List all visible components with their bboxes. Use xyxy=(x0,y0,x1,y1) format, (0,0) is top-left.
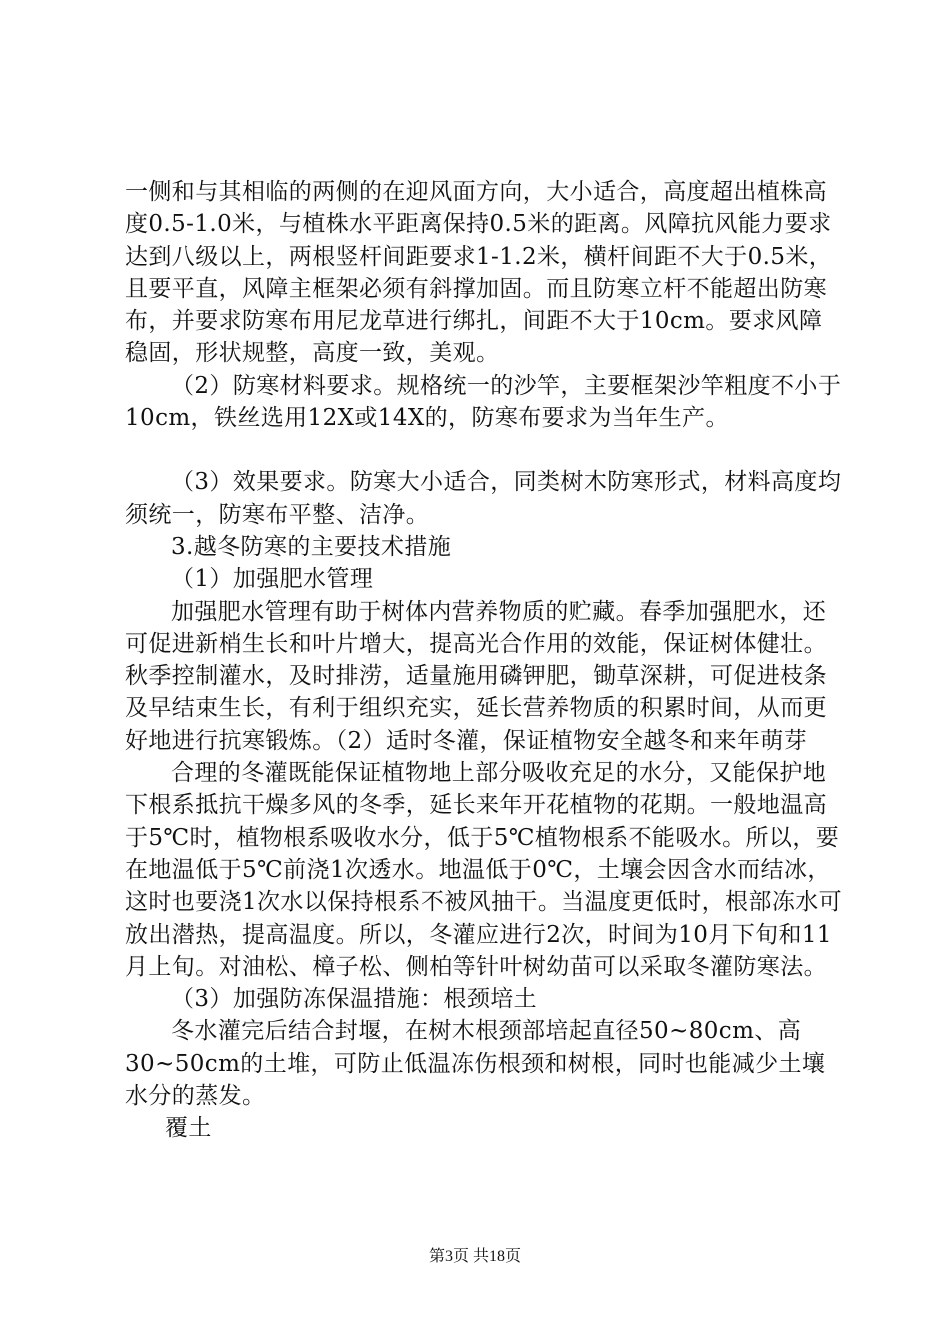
paragraph-windbreak: 一侧和与其相临的两侧的在迎风面方向，大小适合，高度超出植株高度0.5-1.0米，与植株水平距离保持0.5米的距离。风障抗风能力要求达到八级以上，两根竖杆间距要求1-1.2米，横杆间距不大于0.5米，且要平直，风障主框架必须有斜撑加固。而且防寒立杆不能超出防寒布，并要求防寒布用尼龙草进行绑扎，间距不大于10cm。要求风障稳固，形状规整，高度一致，美观。 xyxy=(125,179,833,367)
paragraph-material-requirements: （2）防寒材料要求。规格统一的沙竿，主要框架沙竿粗度不小于10cm，铁丝选用12X或14X的，防寒布要求为当年生产。 xyxy=(125,372,842,432)
paragraph-root-mounding: 冬水灌完后结合封堰，在树木根颈部培起直径50~80cm、高30~50cm的土堆，可防止低温冻伤根颈和树根，同时也能减少土壤水分的蒸发。 xyxy=(125,1018,826,1110)
paragraph-fertilizer: 加强肥水管理有助于树体内营养物质的贮藏。春季加强肥水，还可促进新梢生长和叶片增大，提高光合作用的效能，保证树体健壮。秋季控制灌水，及时排涝，适量施用磷钾肥，锄草深耕，可促进枝条及早结束生长，有利于组织充实，延长营养物质的积累时间，从而更好地进行抗寒锻炼。（2）适时冬灌，保证植物安全越冬和来年萌芽 xyxy=(125,598,827,754)
subheading-fertilizer: （1）加强肥水管理 xyxy=(171,566,374,593)
paragraph-gap xyxy=(125,434,845,466)
paragraph-effect-requirements: （3）效果要求。防寒大小适合，同类树木防寒形式，材料高度均须统一，防寒布平整、洁净。 xyxy=(125,469,842,528)
page-number-footer: 第3页 共18页 xyxy=(428,1248,521,1265)
paragraph-winter-irrigation: 合理的冬灌既能保证植物地上部分吸收充足的水分，又能保护地下根系抵抗干燥多风的冬季，延长来年开花植物的花期。一般地温高于5℃时，植物根系吸收水分，低于5℃植物根系不能吸水。所以，要在地温低于5℃前浇1次透水。地温低于0℃，土壤会因含水而结冰，这时也要浇1次水以保持根系不被风抽干。当温度更低时，根部冻水可放出潜热，提高温度。所以，冬灌应进行2次，时间为10月下旬和11月上旬。对油松、樟子松、侧柏等针叶树幼苗可以采取冬灌防寒法。 xyxy=(125,760,843,980)
document-body xyxy=(125,176,845,1145)
paragraph-soil-cover: 覆土 xyxy=(165,1115,212,1142)
section-heading: 3.越冬防寒的主要技术措施 xyxy=(171,533,452,560)
subheading-frost-protection: （3）加强防冻保温措施：根颈培土 xyxy=(171,986,538,1013)
